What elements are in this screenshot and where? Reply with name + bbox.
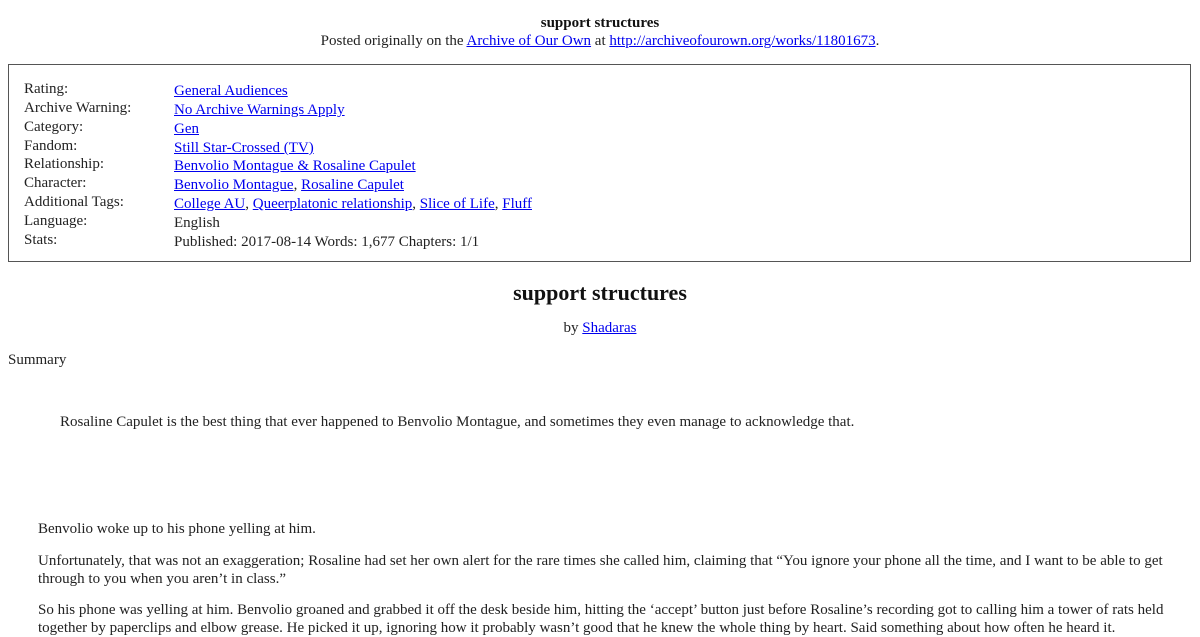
fandom-link[interactable]: Still Star-Crossed (TV) xyxy=(174,140,314,156)
tag-separator: , xyxy=(245,196,253,212)
work-title: support structures xyxy=(513,280,687,305)
warning-link[interactable]: No Archive Warnings Apply xyxy=(174,102,345,118)
meta-label-stats: Stats: xyxy=(24,232,58,248)
meta-row-rating xyxy=(24,80,1174,99)
category-link[interactable]: Gen xyxy=(174,121,199,137)
meta-label-fandom: Fandom: xyxy=(24,138,78,154)
tag-separator: , xyxy=(412,196,420,212)
paragraph: Benvolio woke up to his phone yelling at him. xyxy=(38,521,316,537)
tag-link-queerplatonic[interactable]: Queerplatonic relationship xyxy=(252,196,413,212)
meta-label-rating: Rating: xyxy=(24,81,69,97)
author-link[interactable]: Shadaras xyxy=(582,320,637,336)
archive-link[interactable]: Archive of Our Own xyxy=(466,33,592,49)
posted-line xyxy=(0,32,1200,50)
rating-link[interactable]: General Audiences xyxy=(174,83,288,99)
by-text: by xyxy=(563,320,583,336)
stats-value: Published: 2017-08-14 Words: 1,677 Chapters: 1/1 xyxy=(174,234,480,250)
character-separator: , xyxy=(293,177,302,193)
byline xyxy=(0,319,1200,337)
meta-label-relationship: Relationship: xyxy=(24,156,104,172)
relationship-link[interactable]: Benvolio Montague & Rosaline Capulet xyxy=(174,158,416,174)
meta-row-category xyxy=(24,118,1174,137)
posted-prefix: Posted originally on the xyxy=(320,33,467,49)
meta-row-language xyxy=(24,212,1174,231)
meta-label-character: Character: xyxy=(24,175,87,191)
work-metadata-box xyxy=(8,64,1191,262)
tag-link-slice-of-life[interactable]: Slice of Life xyxy=(419,196,495,212)
character-link-benvolio[interactable]: Benvolio Montague xyxy=(174,177,294,193)
language-value: English xyxy=(174,215,220,231)
header-title: support structures xyxy=(540,15,660,31)
meta-label-category: Category: xyxy=(24,119,84,135)
meta-label-warning: Archive Warning: xyxy=(24,100,132,116)
summary-text: Rosaline Capulet is the best thing that ever happened to Benvolio Montague, and sometimes they even manage to acknowledge that. xyxy=(60,414,855,430)
paragraph: Unfortunately, that was not an exaggeration; Rosaline had set her own alert for the rare times she called him, claiming that “You ignore your phone all the time, and I want to be able to get through to you when you aren’t in class.” xyxy=(38,553,1163,587)
tag-link-college-au[interactable]: College AU xyxy=(174,196,246,212)
meta-row-warning xyxy=(24,99,1174,118)
tag-separator: , xyxy=(494,196,503,212)
paragraph: So his phone was yelling at him. Benvolio groaned and grabbed it off the desk beside him, hitting the ‘accept’ button just before Rosaline’s recording got to calling him a tower of rats held together by paperclips and elbow grease. He picked it up, ignoring how it probably wasn’t good that he knew the whole thing by heart. Said something about how often he heard it. xyxy=(38,602,1164,636)
meta-row-character xyxy=(24,174,1174,193)
meta-row-fandom xyxy=(24,137,1174,156)
meta-row-relationship xyxy=(24,155,1174,174)
meta-row-tags xyxy=(24,193,1174,212)
tag-link-fluff[interactable]: Fluff xyxy=(502,196,532,212)
summary-heading: Summary xyxy=(8,352,67,368)
page-header xyxy=(0,0,1200,50)
character-link-rosaline[interactable]: Rosaline Capulet xyxy=(301,177,404,193)
period: . xyxy=(875,33,880,49)
meta-row-stats xyxy=(24,231,1174,250)
meta-label-language: Language: xyxy=(24,213,88,229)
work-url-link[interactable]: http://archiveofourown.org/works/11801673 xyxy=(609,33,876,49)
meta-label-tags: Additional Tags: xyxy=(24,194,124,210)
at-text: at xyxy=(591,33,610,49)
